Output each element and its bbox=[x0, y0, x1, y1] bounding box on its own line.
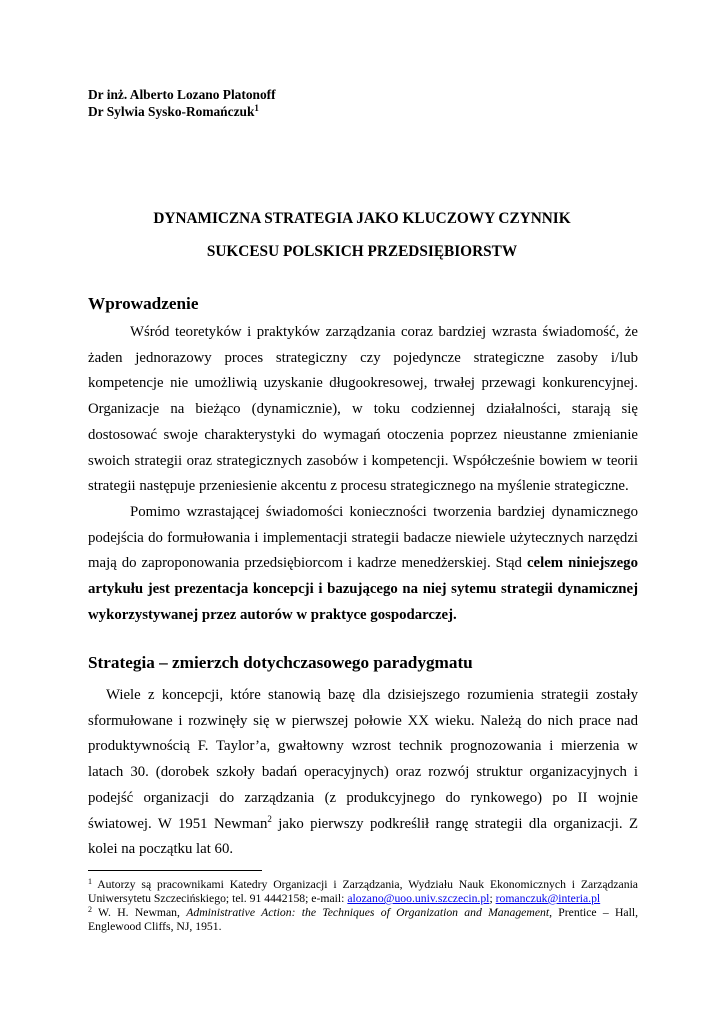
paragraph-3-text-start: Wiele z koncepcji, które stanowią bazę dla dzisiejszego rozumienia strategii zostały sformułowane i rozwinęły się w pierwszej połowie XX wieku. Należą do nich prace nad produktywnością F. Taylor’a, gwałtowny wzrost technik prognozowania i mierzenia w latach 30. (dorobek szkoły badań operacyjnych) oraz rozwój struktur organizacyjnych i podejść organizacji do zarządzania (z produkcyjnego do rynkowego) po II wojnie światowej. W 1951 Newman bbox=[88, 687, 638, 832]
footnotes bbox=[88, 878, 638, 934]
footnote-2-book-title: Administrative Action: the Techniques of Organization and Management bbox=[186, 906, 550, 919]
author-1: Dr inż. Alberto Lozano Platonoff bbox=[88, 87, 276, 102]
footnote-1-text: Autorzy są pracownikami Katedry Organizacji i Zarządzania, Wydziału Nauk Ekonomicznych i Zarządzania Uniwersytetu Szczecińskiego; tel. 91 4442158; e-mail: bbox=[88, 878, 638, 905]
paragraph-3-text-end: jako pierwszy podkreślił rangę strategii dla organizacji. Z kolei na początku lat 60. bbox=[88, 815, 639, 858]
section-heading-strategy: Strategia – zmierzch dotychczasowego paradygmatu bbox=[88, 653, 473, 672]
title-line-2: SUKCESU POLSKICH PRZEDSIĘBIORSTW bbox=[206, 243, 518, 260]
footnote-2-publisher: , Prentice – Hall, Englewood Cliffs, NJ, 1951. bbox=[88, 906, 638, 933]
paragraph-1: Wśród teoretyków i praktyków zarządzania coraz bardziej wzrasta świadomość, że żaden jednorazowy proces strategiczny czy pojedyncze strategiczne zasoby i/lub kompetencje nie umożliwią uzyskanie długookresowej, trwałej przewagi konkurencyjnej. Organizacje na bieżąco (dynamicznie), w toku codziennej działalności, starają się dostosować swoje charakterystyki do wymagań otoczenia poprzez nieustanne zmienianie swoich strategii oraz strategicznych zasobów i kompetencji. Współcześnie bowiem w teorii strategii następuje przeniesienie akcentu z procesu strategicznego na myślenie strategiczne. bbox=[88, 324, 638, 495]
author-block bbox=[88, 86, 276, 120]
paragraph-2-text: Pomimo wzrastającej świadomości konieczności tworzenia bardziej dynamicznego podejścia do formułowania i implementacji strategii badacze niewiele użytecznych narzędzi mają do zaproponowania przedsiębiorcom i kadrze menedżerskiej. Stąd bbox=[88, 503, 638, 572]
footnote-1-number: 1 bbox=[88, 877, 92, 886]
footnote-2-comma: , bbox=[177, 906, 187, 919]
footnote-ref-1[interactable]: 1 bbox=[254, 103, 259, 113]
author-2 bbox=[88, 103, 276, 120]
section-body-strategy bbox=[88, 683, 638, 863]
email-link-romanczuk[interactable]: romanczuk@interia.pl bbox=[495, 892, 601, 905]
paragraph-2-bold: celem niniejszego artykułu jest prezentacja koncepcji i bazującego na niej sytemu strategii dynamicznej wykorzystywanej przez autorów w praktyce gospodarczej. bbox=[88, 555, 638, 623]
section-body-introduction bbox=[88, 320, 638, 628]
footnote-ref-2[interactable]: 2 bbox=[267, 813, 272, 824]
footnote-1 bbox=[88, 878, 638, 906]
title-line-1: DYNAMICZNA STRATEGIA JAKO KLUCZOWY CZYNNIK bbox=[153, 210, 571, 227]
footnote-divider bbox=[88, 870, 262, 871]
footnote-1-separator: ; bbox=[489, 892, 496, 905]
section-heading-introduction: Wprowadzenie bbox=[88, 294, 199, 313]
article-title bbox=[88, 202, 636, 268]
paragraph-2 bbox=[88, 500, 638, 629]
footnote-2 bbox=[88, 906, 638, 934]
footnote-2-author: W. H. Newman bbox=[92, 906, 178, 919]
footnote-2-number: 2 bbox=[88, 905, 92, 914]
email-link-lozano[interactable]: alozano@uoo.univ.szczecin.pl bbox=[347, 892, 490, 905]
author-2-name: Dr Sylwia Sysko-Romańczuk bbox=[88, 104, 255, 119]
paragraph-3 bbox=[88, 683, 638, 863]
